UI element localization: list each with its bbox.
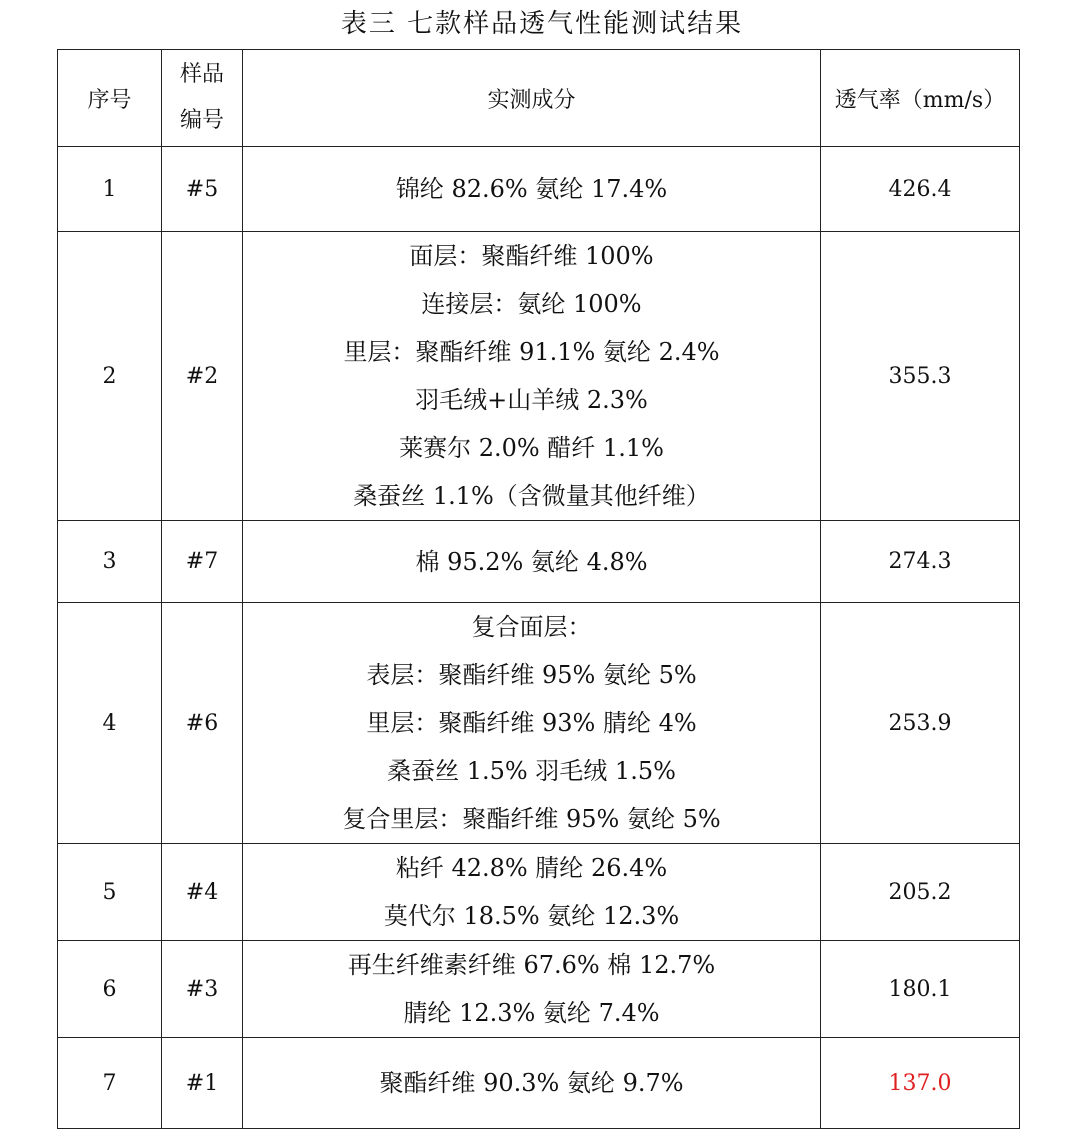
composition-line: 莫代尔 18.5% 氨纶 12.3% [383,902,680,930]
row-sample: #3 [162,941,243,1038]
row-composition [243,232,821,521]
header-sample [162,50,243,147]
header-index-label: 序号 [87,87,132,113]
composition-line: 棉 95.2% 氨纶 4.8% [415,547,648,576]
header-row [58,50,1020,147]
row-rate: 355.3 [821,232,1020,521]
row-index: 2 [58,232,162,521]
header-composition-label: 实测成分 [487,87,576,113]
composition-line: 面层：聚酯纤维 100% [409,242,654,270]
composition-line: 再生纤维素纤维 67.6% 棉 12.7% [347,951,716,979]
row-index: 1 [58,147,162,232]
row-sample: #1 [162,1038,243,1129]
header-composition [243,50,821,147]
row-composition [243,844,821,941]
composition-line: 复合里层：聚酯纤维 95% 氨纶 5% [342,805,721,833]
composition-line: 表层：聚酯纤维 95% 氨纶 5% [366,661,697,689]
row-sample: #5 [162,147,243,232]
table-row [58,603,1020,844]
row-sample: #7 [162,521,243,603]
composition-line: 羽毛绒+山羊绒 2.3% [415,386,648,414]
row-rate: 253.9 [821,603,1020,844]
composition-line: 莱赛尔 2.0% 醋纤 1.1% [399,434,664,462]
row-composition [243,1038,821,1129]
row-index: 7 [58,1038,162,1129]
composition-line: 里层：聚酯纤维 93% 腈纶 4% [366,709,697,737]
composition-line: 腈纶 12.3% 氨纶 7.4% [403,999,660,1027]
composition-line: 里层：聚酯纤维 91.1% 氨纶 2.4% [343,338,720,366]
row-composition [243,147,821,232]
results-table [57,49,1020,1129]
header-rate-label: 透气率（mm/s） [834,87,1006,113]
table-row [58,1038,1020,1129]
table-row [58,147,1020,232]
composition-line: 桑蚕丝 1.1%（含微量其他纤维） [353,482,710,510]
row-composition [243,941,821,1038]
row-index: 6 [58,941,162,1038]
composition-line: 聚酯纤维 90.3% 氨纶 9.7% [379,1069,684,1097]
row-index: 5 [58,844,162,941]
composition-line: 连接层：氨纶 100% [421,290,642,318]
row-composition [243,603,821,844]
composition-line: 桑蚕丝 1.5% 羽毛绒 1.5% [387,757,676,785]
header-sample-line1: 样品 [179,62,224,87]
composition-line: 锦纶 82.6% 氨纶 17.4% [395,175,668,203]
table-row [58,844,1020,941]
header-sample-line2: 编号 [179,108,224,133]
table-row [58,232,1020,521]
row-rate: 180.1 [821,941,1020,1038]
row-sample: #6 [162,603,243,844]
row-rate: 426.4 [821,147,1020,232]
row-index: 3 [58,521,162,603]
row-rate: 205.2 [821,844,1020,941]
row-composition [243,521,821,603]
table-row [58,521,1020,603]
row-sample: #4 [162,844,243,941]
composition-line: 复合面层： [471,613,592,641]
table-title: 表三 七款样品透气性能测试结果 [340,9,744,39]
table-row [58,941,1020,1038]
composition-line: 粘纤 42.8% 腈纶 26.4% [395,854,668,882]
row-sample: #2 [162,232,243,521]
row-index: 4 [58,603,162,844]
row-rate-highlight: 137.0 [821,1038,1020,1129]
row-rate: 274.3 [821,521,1020,603]
header-rate [821,50,1020,147]
header-index [58,50,162,147]
